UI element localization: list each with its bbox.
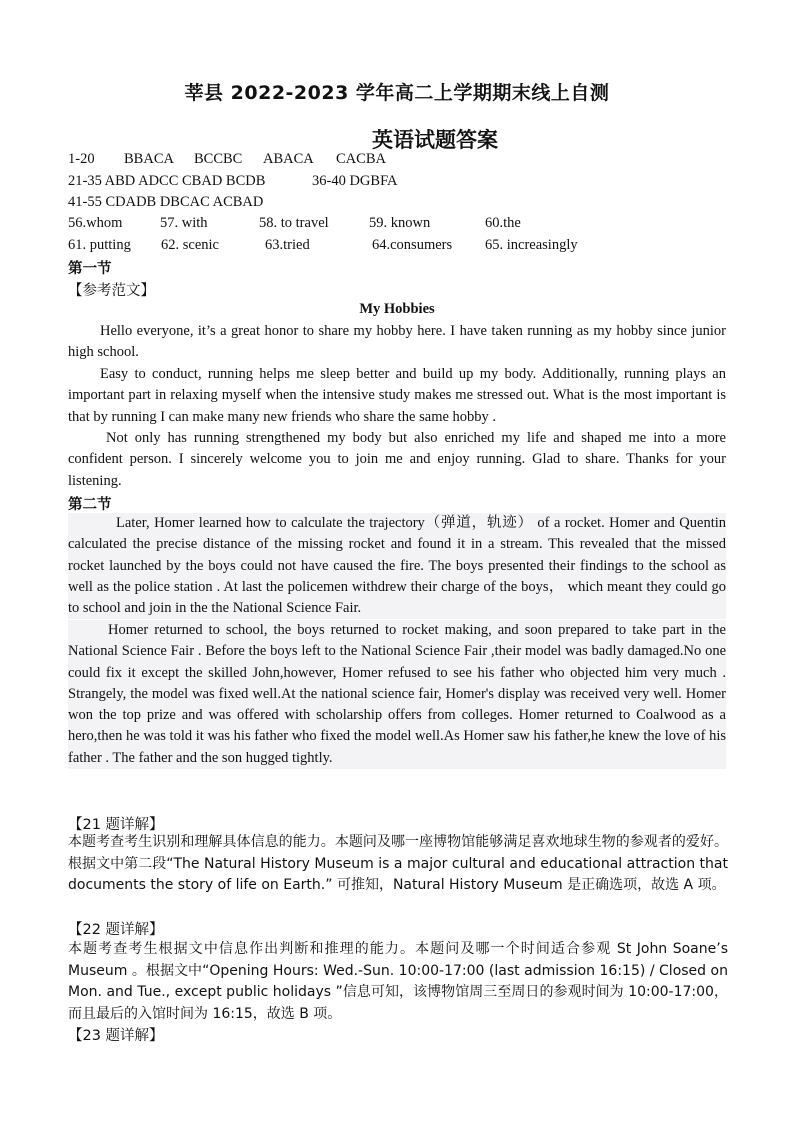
section-heading: 第一节: [68, 261, 112, 277]
answer-group: BBACA: [124, 151, 174, 167]
explanation-text: 本题考查考生根据文中信息作出判断和推理的能力。本题问及哪一个时间适合参观 St John Soane’s Museum 。根据文中“Opening Hours: Wed.-Sun. 10:00-17:00 (last admission 16:15) / Closed on Mon. and Tue., except public holidays ”信息可知，该博物馆周三至周日的参观时间为 10:00-17:00，而且最后的入馆时间为 16:15，故选 B 项。: [68, 941, 728, 1022]
essay-paragraph: Easy to conduct, running helps me sleep better and build up my body. Additionally, running plays an important part in relaxing myself when the intensive study makes me stressed out. What is the most important is that by running I can make many new friends who share the same hobby .: [68, 366, 726, 425]
section-heading: 第二节: [68, 497, 112, 513]
continuation-paragraph: Homer returned to school, the boys returned to rocket making, and soon prepared to take part in the National Science Fair . Before the boys left to the National Science Fair ,their model was badly damaged.No one could fix it except the skilled John,however, Homer refused to see his father who objected him very much . Strangely, the model was fixed well.At the national science fair, Homer's display was received very well. Homer won the top prize and was offered with scholarship offers from colleges. Homer returned to Coalwood as a hero,then he was told it was his father who fixed the model well.As Homer saw his father,he knew the love of his father . The father and the son hugged tightly.: [68, 620, 726, 769]
answer-item: 58. to travel: [259, 215, 329, 231]
answer-item: 61. putting: [68, 237, 131, 253]
answer-item: 63.tried: [265, 237, 310, 253]
answer-item: 56.whom: [68, 215, 123, 231]
explanation-label: 【21 题详解】: [68, 817, 164, 833]
essay-paragraph: Not only has running strengthened my body but also enriched my life and shaped me into a more confident person. I sincerely welcome you to join me and enjoy running. Glad to share. Thanks for your listening.: [68, 430, 726, 489]
essay-title: My Hobbies: [359, 301, 435, 317]
answer-item: 60.the: [485, 215, 521, 231]
answer-item: 64.consumers: [372, 237, 453, 253]
answer-item: 62. scenic: [161, 237, 219, 253]
answer-group: CACBA: [336, 151, 386, 167]
answer-line: 21-35 ABD ADCC CBAD BCDB: [68, 173, 266, 189]
continuation-paragraph: Later, Homer learned how to calculate the trajectory（弹道，轨迹） of a rocket. Homer and Quentin calculated the precise distance of the missing rocket and found it in a stream. This revealed that the missed rocket launched by the boys could not have caused the fire. The boys presented their findings to the school as well as the police station . At last the policemen withdrew their charge of the boys， which meant they could go to school and join in the the National Science Fair.: [68, 513, 726, 619]
explanation-text: 本题考查考生识别和理解具体信息的能力。本题问及哪一座博物馆能够满足喜欢地球生物的参观者的爱好。根据文中第二段“The Natural History Museum is a major cultural and educational attraction that documents the story of life on Earth.” 可推知，Natural History Museum 是正确选项，故选 A 项。: [68, 834, 728, 893]
essay-paragraph: Hello everyone, it’s a great honor to share my hobby here. I have taken running as my hobby since junior high school.: [68, 323, 726, 361]
answer-line: 36-40 DGBFA: [312, 173, 398, 189]
explanation-label: 【22 题详解】: [68, 922, 164, 938]
answer-group: ABACA: [263, 151, 314, 167]
answer-item: 65. increasingly: [485, 237, 578, 253]
sample-essay-label: 【参考范文】: [68, 283, 155, 299]
answer-line: 41-55 CDADB DBCAC ACBAD: [68, 194, 264, 210]
answer-range-label: 1-20: [68, 151, 95, 167]
answer-group: BCCBC: [194, 151, 243, 167]
answer-item: 59. known: [369, 215, 431, 231]
explanation-label: 【23 题详解】: [68, 1028, 164, 1044]
document-title: 莘县 2022-2023 学年高二上学期期末线上自测: [184, 82, 610, 104]
answer-item: 57. with: [160, 215, 208, 231]
document-subtitle: 英语试题答案: [372, 128, 498, 152]
